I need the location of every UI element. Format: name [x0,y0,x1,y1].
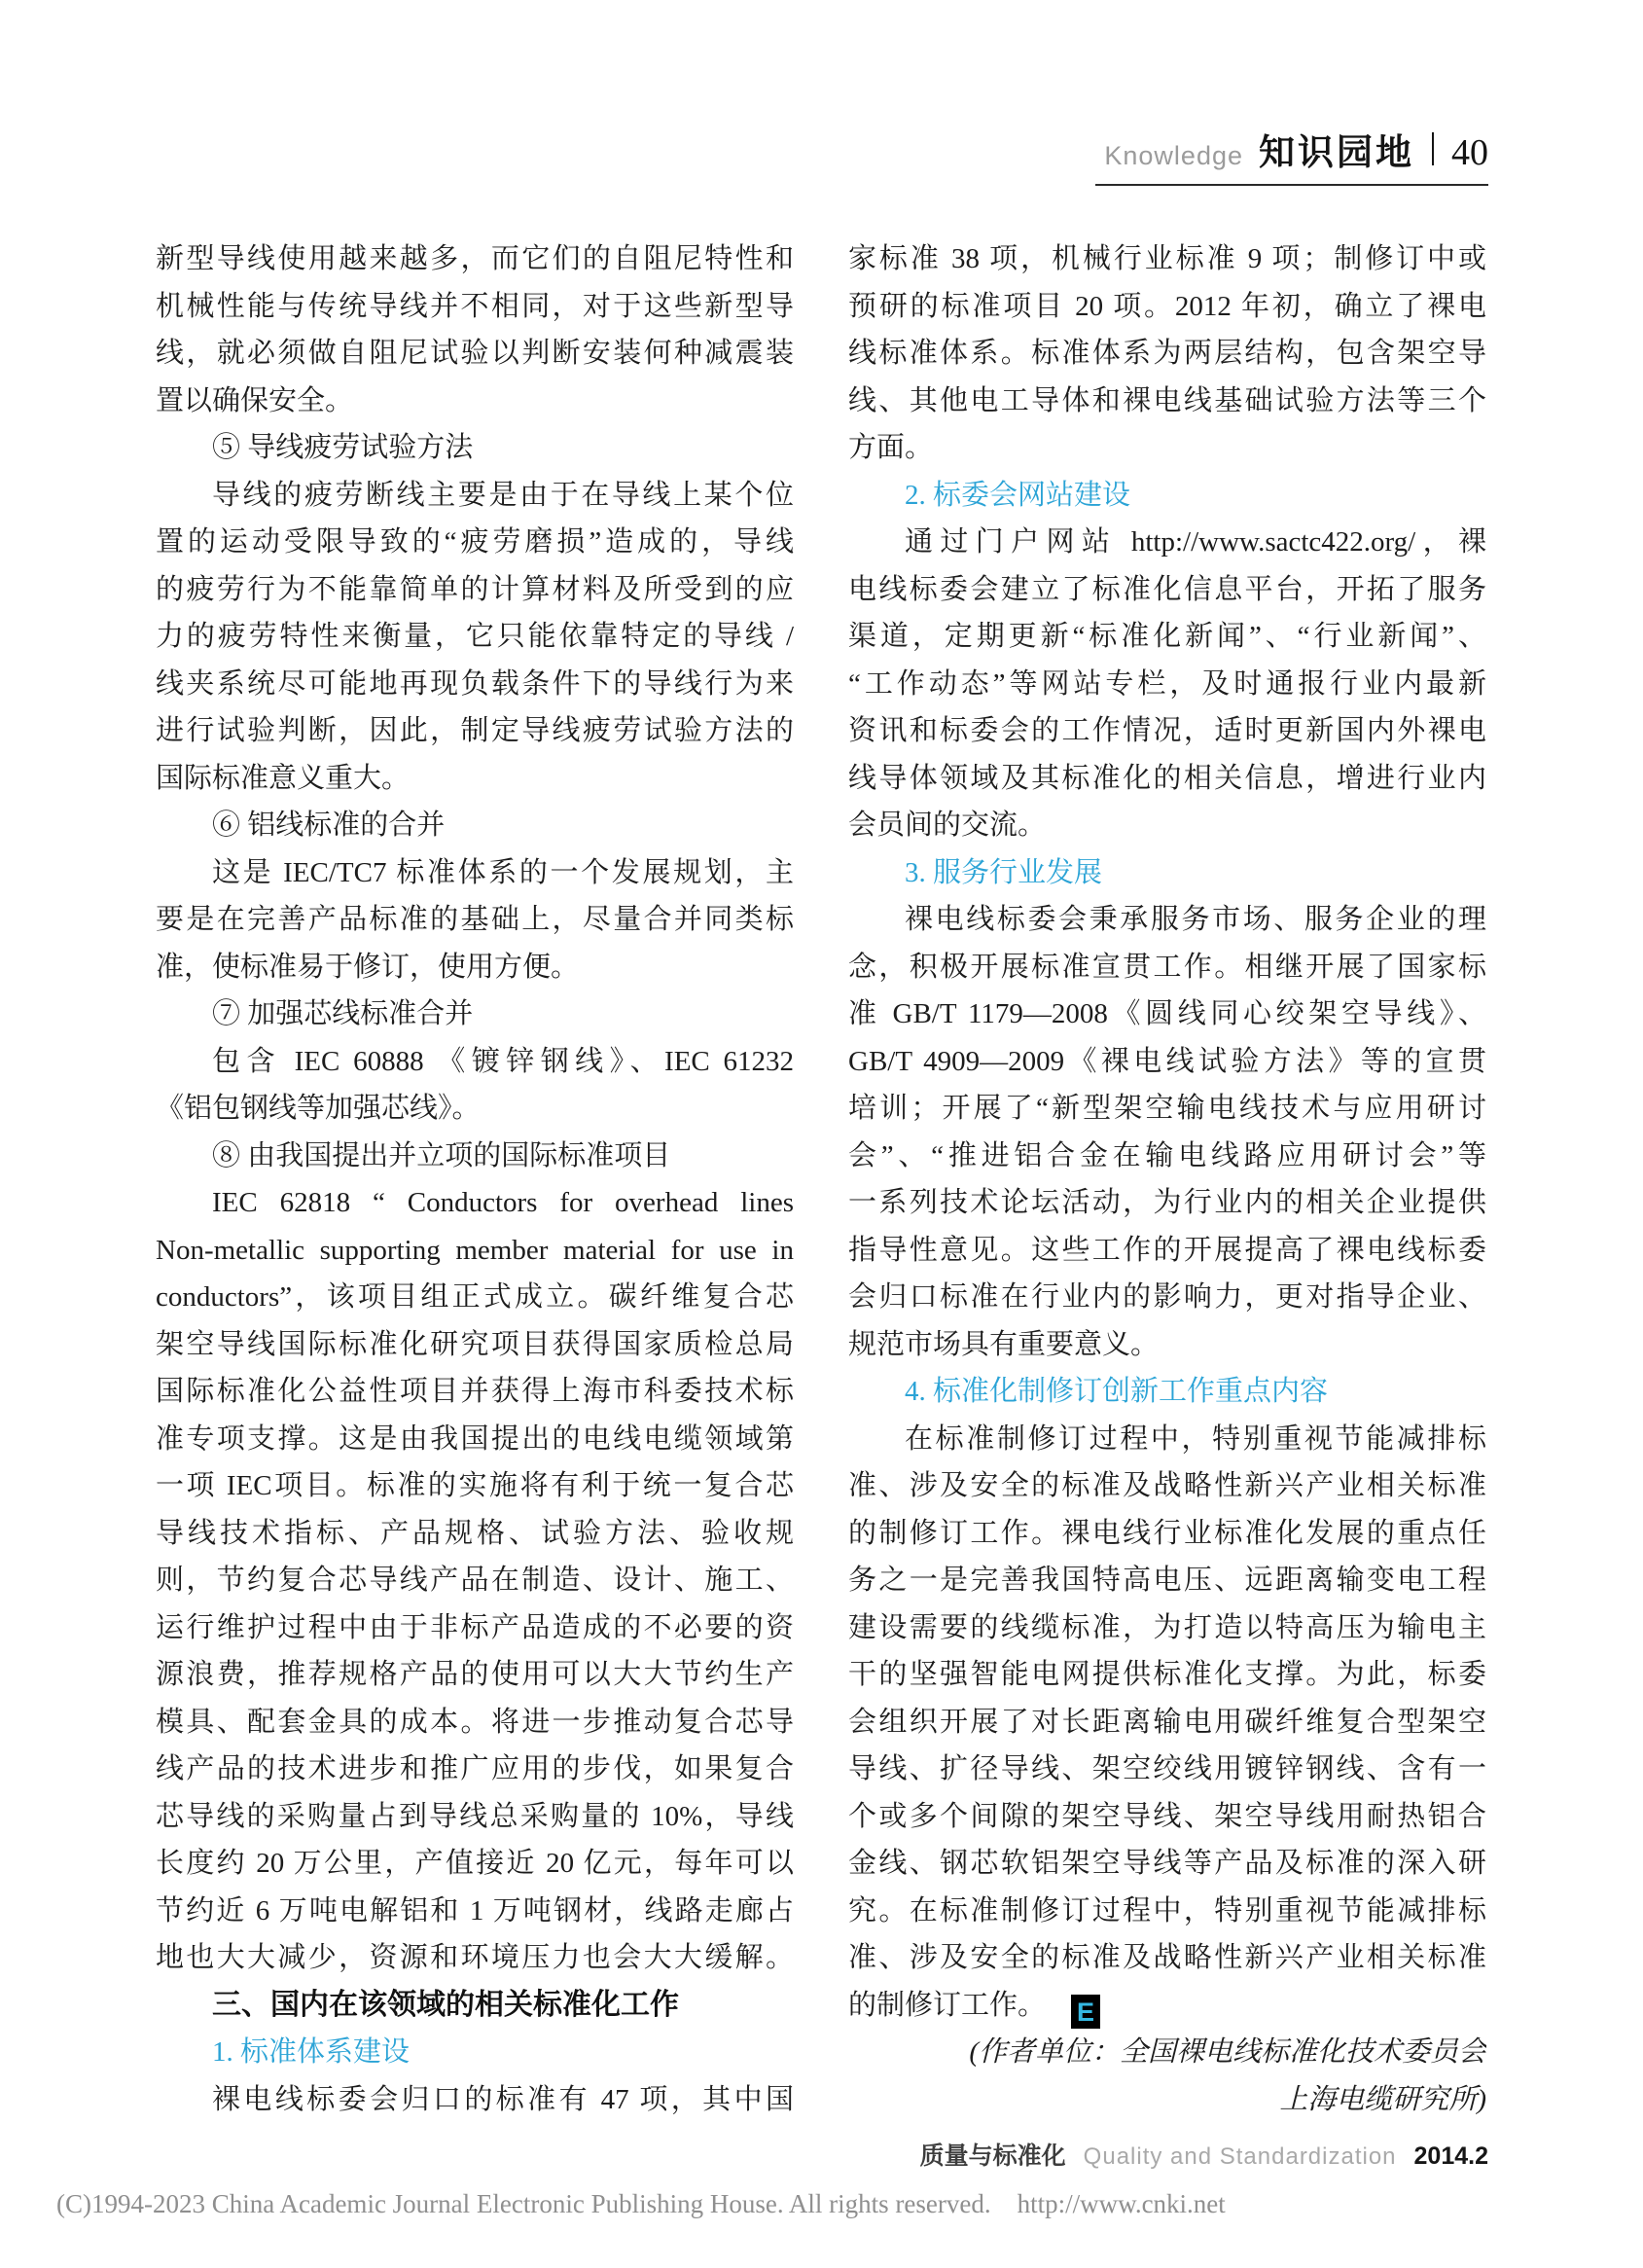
text-line: 节约近 6 万吨电解铝和 1 万吨钢材，线路走廊占 [156,1894,794,1926]
text-line: ⑥ 铝线标准的合并 [212,810,446,841]
header-section-label-en: Knowledge [1104,141,1243,170]
text-line: 金线、钢芯软铝架空导线等产品及标准的深入研 [848,1848,1486,1879]
text-line: 培训；开展了“新型架空输电线技术与应用研讨 [848,1093,1486,1124]
blue-sub-heading: 1. 标准体系建设 [212,2036,411,2068]
text-line: 的制修订工作。 E [848,1982,1486,2030]
text-line: 资讯和标委会的工作情况，适时更新国内外裸电 [848,715,1486,746]
text-line: 会组织开展了对长距离输电用碳纤维复合型架空 [848,1706,1486,1738]
text-line: ⑦ 加强芯线标准合并 [212,998,474,1029]
text-line: 究。在标准制修订过程中，特别重视节能减排标 [848,1894,1486,1926]
text-line: 源浪费，推荐规格产品的使用可以大大节约生产 [156,1659,794,1690]
text-line: 务之一是完善我国特高电压、远距离输变电工程 [848,1565,1486,1596]
text-line: 芯导线的采购量占到导线总采购量的 10%，导线 [156,1800,794,1832]
text-line: 准，使标准易于修订，使用方便。 [156,951,580,983]
text-line: 导线、扩径导线、架空绞线用镀锌钢线、含有一 [848,1753,1486,1784]
text-line: 念，积极开展标准宣贯工作。相继开展了国家标 [848,951,1486,983]
text-line: 导线技术指标、产品规格、试验方法、验收规 [156,1517,794,1549]
text-line: ⑤ 导线疲劳试验方法 [212,432,474,463]
text-line: 准 GB/T 1179—2008《圆线同心绞架空导线》、 [848,998,1486,1029]
copyright-notice: (C)1994-2023 China Academic Journal Electronic Publishing House. All rights reserved. http://www.cnki.net [56,2189,1226,2218]
text-line: “工作动态”等网站专栏，及时通报行业内最新 [848,667,1486,700]
text-line: 模具、配套金具的成本。将进一步推动复合芯导 [156,1706,794,1738]
text-line: 进行试验判断，因此，制定导线疲劳试验方法的 [156,715,794,746]
text-line: 置以确保安全。 [156,384,354,416]
text-line: 会员间的交流。 [848,810,1047,841]
text-line: 机械性能与传统导线并不相同，对于这些新型导 [156,290,794,322]
header-section-title: 知识园地 [1259,132,1414,172]
header-row [1095,123,1488,175]
blue-sub-heading: 3. 服务行业发展 [905,856,1103,888]
text-line: 一系列技术论坛活动，为行业内的相关企业提供 [848,1187,1486,1218]
text-line: 预研的标准项目 20 项。2012 年初，确立了裸电 [848,290,1486,322]
text-line: 在标准制修订过程中，特别重视节能减排标 [905,1422,1486,1455]
text-line: GB/T 4909—2009《裸电线试验方法》等的宣贯 [848,1045,1486,1077]
section-heading: 三、国内在该领域的相关标准化工作 [212,1988,679,2021]
text-line: Non-metallic supporting member material for use in [156,1234,794,1266]
text-line: 会归口标准在行业内的影响力，更对指导企业、 [848,1281,1486,1313]
header-page-number: 40 [1451,132,1488,173]
text-line: 长度约 20 万公里，产值接近 20 亿元，每年可以 [156,1848,794,1879]
text-line: 这是 IEC/TC7 标准体系的一个发展规划，主 [212,856,794,888]
text-line: 架空导线国际标准化研究项目获得国家质检总局 [156,1328,794,1360]
text-line: 包含 IEC 60888 《镀锌钢线》、IEC 61232 [212,1045,794,1077]
text-line: 会”、“推进铝合金在输电线路应用研讨会”等 [848,1139,1486,1171]
left-column [156,235,794,2123]
footer-issue: 2014.2 [1413,2142,1488,2170]
text-line: 建设需要的线缆标准，为打造以特高压为输电主 [848,1611,1486,1643]
text-line: 干的坚强智能电网提供标准化支撑。为此，标委 [848,1659,1486,1690]
text-line: 线产品的技术进步和推广应用的步伐，如果复合 [156,1753,794,1784]
text-line: 线导体领域及其标准化的相关信息，增进行业内 [848,762,1486,794]
text-line: conductors”，该项目组正式成立。碳纤维复合芯 [156,1281,794,1313]
text-line: 置的运动受限导致的“疲劳磨损”造成的，导线 [156,526,794,558]
header-rule [1095,184,1488,186]
text-line: 运行维护过程中由于非标产品造成的不必要的资 [156,1611,794,1643]
author-affiliation-line: 上海电缆研究所) [1279,2083,1486,2115]
footer-journal-name-cn: 质量与标准化 [919,2142,1066,2170]
text-line: 电线标委会建立了标准化信息平台，开拓了服务 [848,573,1486,605]
text-line: 线，就必须做自阻尼试验以判断安装何种减震装 [156,338,794,369]
text-line: 线标准体系。标准体系为两层结构，包含架空导 [848,338,1486,369]
journal-header [1095,123,1488,186]
text-line: 要是在完善产品标准的基础上，尽量合并同类标 [156,904,794,935]
text-line: ⑧ 由我国提出并立项的国际标准项目 [212,1139,671,1171]
text-line: 新型导线使用越来越多，而它们的自阻尼特性和 [156,243,794,274]
text-line: 规范市场具有重要意义。 [848,1328,1160,1360]
text-line: 国际标准意义重大。 [156,762,411,794]
text-line: IEC 62818 “ Conductors for overhead lines [212,1187,794,1218]
header-divider-bar [1432,132,1434,165]
text-line: 准专项支撑。这是由我国提出的电线电缆领域第 [156,1422,794,1455]
text-line: 线、其他电工导体和裸电线基础试验方法等三个 [848,384,1486,416]
text-line: 国际标准化公益性项目并获得上海市科委技术标 [156,1376,794,1407]
footer-journal-name-en: Quality and Standardization [1083,2143,1397,2170]
journal-footer [920,2137,1488,2172]
text-line: 方面。 [848,432,934,463]
right-column [848,235,1486,2123]
text-line: 的疲劳行为不能靠简单的计算材料及所受到的应 [156,573,794,605]
text-line: 通过门户网站 http://www.sactc422.org/，裸 [905,526,1486,558]
text-line: 《铝包钢线等加强芯线》。 [156,1093,481,1124]
text-line: 个或多个间隙的架空导线、架空导线用耐热铝合 [848,1800,1486,1832]
text-line: 准、涉及安全的标准及战略性新兴产业相关标准 [848,1470,1486,1501]
text-line: 准、涉及安全的标准及战略性新兴产业相关标准 [848,1942,1486,1973]
text-line: 裸电线标委会秉承服务市场、服务企业的理 [905,904,1486,935]
end-of-article-icon: E [1071,1995,1100,2030]
blue-sub-heading: 4. 标准化制修订创新工作重点内容 [905,1376,1329,1407]
text-line: 一项 IEC项目。标准的实施将有利于统一复合芯 [156,1470,794,1501]
text-line: 的制修订工作。裸电线行业标准化发展的重点任 [848,1517,1486,1549]
text-line: 裸电线标委会归口的标准有 47 项，其中国 [212,2083,794,2115]
blue-sub-heading: 2. 标委会网站建设 [905,479,1131,511]
text-line: 家标准 38 项，机械行业标准 9 项；制修订中或 [848,243,1486,274]
text-line: 渠道，定期更新“标准化新闻”、“行业新闻”、 [848,621,1486,652]
text-line: 线夹系统尽可能地再现负载条件下的导线行为来 [156,667,794,700]
text-line: 指导性意见。这些工作的开展提高了裸电线标委 [848,1234,1486,1266]
text-line: 地也大大减少，资源和环境压力也会大大缓解。 [156,1942,794,1973]
author-affiliation-line: (作者单位：全国裸电线标准化技术委员会 [969,2036,1486,2068]
text-line: 力的疲劳特性来衡量，它只能依靠特定的导线 / [156,621,794,652]
text-line: 则，节约复合芯导线产品在制造、设计、施工、 [156,1565,794,1596]
text-line: 导线的疲劳断线主要是由于在导线上某个位 [212,479,794,511]
